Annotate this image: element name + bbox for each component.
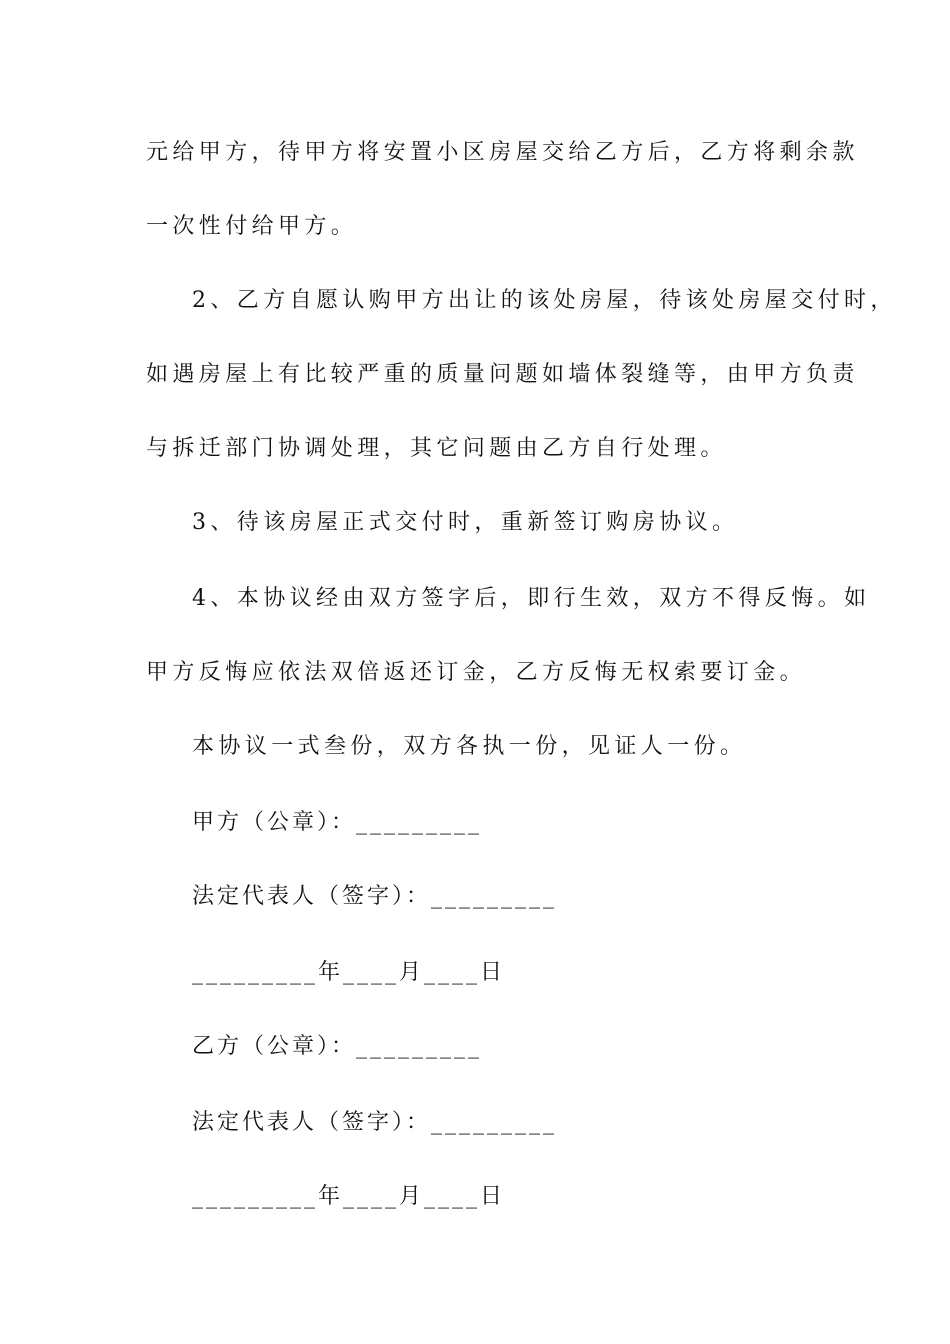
party-b-representative-line: 法定代表人（签字）：_________: [192, 1110, 558, 1135]
copies-statement: 本协议一式叁份，双方各执一份，见证人一份。: [192, 734, 747, 759]
party-a-representative-line: 法定代表人（签字）：_________: [192, 884, 558, 909]
paragraph-line: 与拆迁部门协调处理，其它问题由乙方自行处理。: [146, 436, 727, 461]
paragraph-line: 甲方反悔应依法双倍返还订金，乙方反悔无权索要订金。: [146, 660, 807, 685]
clause-2: 2、乙方自愿认购甲方出让的该处房屋，待该处房屋交付时，: [192, 288, 897, 313]
clause-3: 3、待该房屋正式交付时，重新签订购房协议。: [192, 510, 739, 535]
party-a-seal-line: 甲方（公章）：_________: [192, 810, 483, 835]
party-b-date-line: _________年____月____日: [192, 1184, 506, 1209]
party-b-seal-line: 乙方（公章）：_________: [192, 1034, 483, 1059]
paragraph-line: 元给甲方，待甲方将安置小区房屋交给乙方后，乙方将剩余款: [146, 140, 859, 165]
paragraph-line: 一次性付给甲方。: [146, 214, 358, 239]
paragraph-line: 如遇房屋上有比较严重的质量问题如墙体裂缝等，由甲方负责: [146, 362, 859, 387]
clause-4: 4、本协议经由双方签字后，即行生效，双方不得反悔。如: [192, 586, 871, 611]
party-a-date-line: _________年____月____日: [192, 960, 506, 985]
